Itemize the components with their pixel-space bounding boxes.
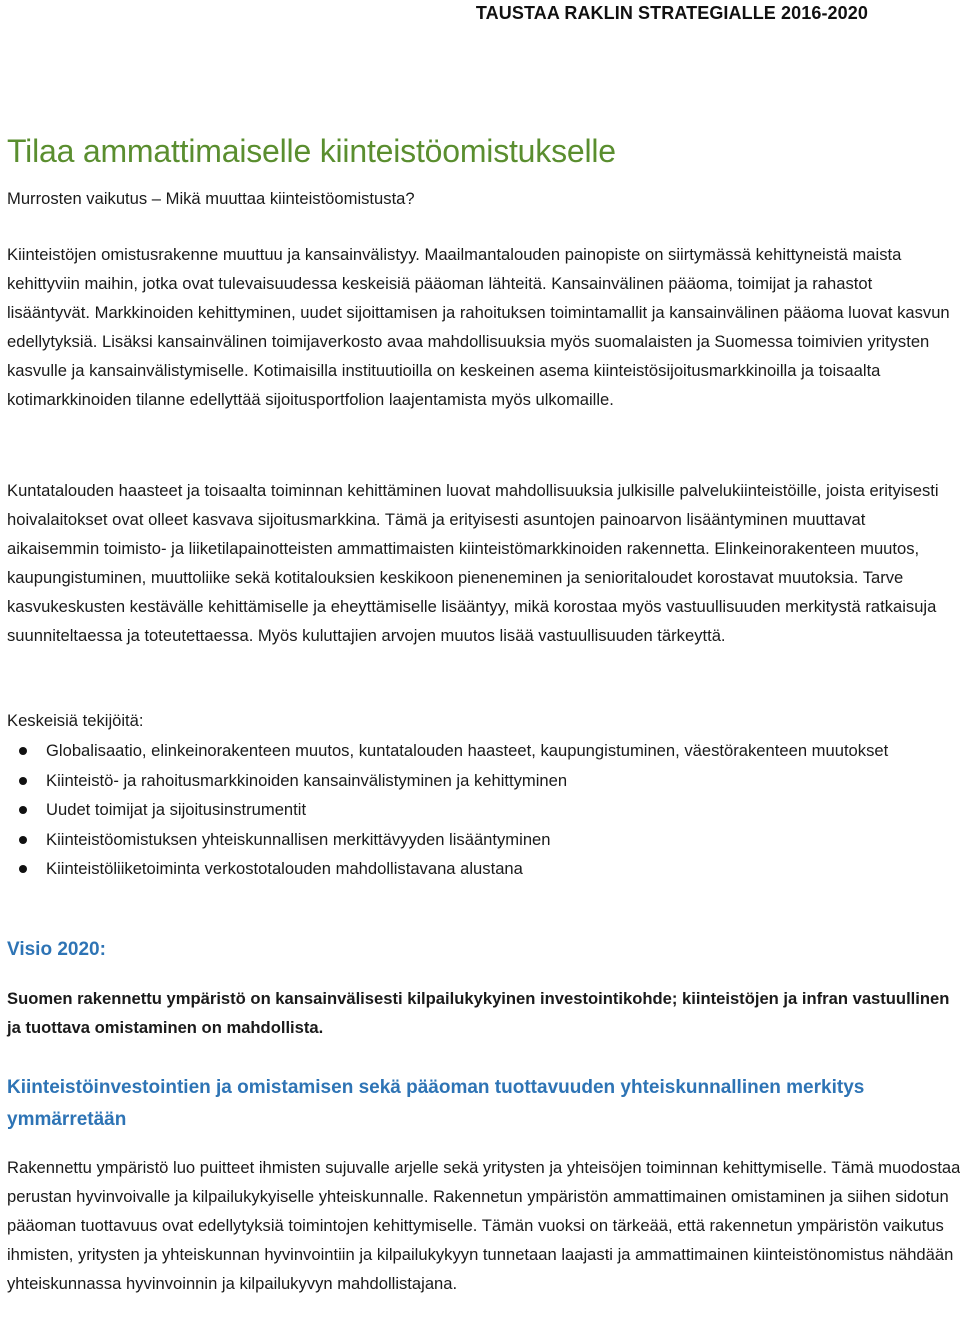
subtitle: Murrosten vaikutus – Mikä muuttaa kiinteistöomistusta? xyxy=(7,189,415,208)
running-header: TAUSTAA RAKLIN STRATEGIALLE 2016-2020 xyxy=(475,3,868,23)
bullet-icon xyxy=(19,747,27,755)
paragraph-built-environment: Rakennettu ympäristö luo puitteet ihmisten sujuvalle arjelle sekä yritysten ja yhteisöjen toiminnan kehittymiselle. Tämä muodostaa perustan hyvinvoivalle ja kilpailukykyiselle yhteiskunnalle. Rakennetun ympäristön ammattimainen omistaminen ja siihen sidotun pääoman tuottavuus ovat edellytyksiä toimintojen kehittymiselle. Tämän vuoksi on tärkeää, että rakennetun ympäristön vaikutus ihmisten, yritysten ja yhteiskunnan hyvinvointiin ja kilpailukykyyn tunnetaan laajasti ja ammattimainen kiinteistönomistus nähdään yhteiskunnassa hyvinvoinnin ja kilpailukyvyn mahdollistajana. xyxy=(7,1158,960,1293)
vision-statement: Suomen rakennettu ympäristö on kansainvälisesti kilpailukykyinen investointikohde; kiinteistöjen ja infran vastuullinen ja tuottava omistaminen on mahdollista. xyxy=(7,989,950,1037)
list-item xyxy=(7,795,927,825)
bullet-icon xyxy=(19,865,27,873)
list-item xyxy=(7,854,927,884)
section-heading: Kiinteistöinvestointien ja omistamisen sekä pääoman tuottavuuden yhteiskunnallinen merkitys ymmärretään xyxy=(7,1077,865,1130)
list-item-text: Uudet toimijat ja sijoitusinstrumentit xyxy=(46,800,307,819)
list-item xyxy=(7,825,927,855)
list-item-text: Kiinteistöliiketoiminta verkostotalouden mahdollistavana alustana xyxy=(46,859,523,878)
bullet-icon xyxy=(19,777,27,785)
list-item-text: Kiinteistöomistuksen yhteiskunnallisen merkittävyyden lisääntyminen xyxy=(46,829,551,849)
list-item xyxy=(7,736,927,766)
bullet-icon xyxy=(19,806,27,814)
paragraph-municipal-economy: Kuntatalouden haasteet ja toisaalta toiminnan kehittäminen luovat mahdollisuuksia julkisille palvelukiinteistöille, joista erityisesti hoivalaitokset ovat olleet kasvava sijoitusmarkkina. Tämä ja erityisesti asuntojen painoarvon lisääntyminen muuttavat aikaisemmin toimisto- ja liiketilapainotteisten ammattimaisten kiinteistömarkkinoiden rakennetta. Elinkeinorakenteen muutos, kaupungistuminen, muuttoliike sekä kotitalouksien keskikoon pieneneminen ja senioritaloudet korostavat muutoksia. Tarve kasvukeskusten kestävälle kehittämiselle ja eheyttämiselle lisääntyy, mikä korostaa myös vastuullisuuden merkitystä ratkaisuja suunniteltaessa ja toteutettaessa. Myös kuluttajien arvojen muutos lisää vastuullisuuden tärkeyttä. xyxy=(7,481,939,645)
list-item-text: Globalisaatio, elinkeinorakenteen muutos, kuntatalouden haasteet, kaupungistuminen, väestörakenteen muutokset xyxy=(46,741,889,760)
paragraph-ownership-structure: Kiinteistöjen omistusrakenne muuttuu ja kansainvälistyy. Maailmantalouden painopiste on siirtymässä kehittyneistä maista kehittyviin maihin, jotka ovat tulevaisuudessa keskeisiä pääoman lähteitä. Kansainvälinen pääoma, toimijat ja rahastot lisääntyvät. Markkinoiden kehittyminen, uudet sijoittamisen ja rahoituksen toimintamallit ja kansainvälinen pääoma luovat kasvun edellytyksiä. Lisäksi kansainvälinen toimijaverkosto avaa mahdollisuuksia myös suomalaisten ja Suomessa toimivien yritysten kasvulle ja kansainvälistymiselle. Kotimaisilla instituutioilla on keskeinen asema kiinteistösijoitusmarkkinoilla ja toisaalta kotimarkkinoiden tilanne edellyttää sijoitusportfolion laajentamista myös ulkomaille. xyxy=(7,245,950,409)
key-factors-list xyxy=(7,736,927,884)
list-item xyxy=(7,766,927,796)
key-factors-label: Keskeisiä tekijöitä: xyxy=(7,711,144,730)
list-item-text: Kiinteistö- ja rahoitusmarkkinoiden kansainvälistyminen ja kehittyminen xyxy=(46,770,568,790)
page-title: Tilaa ammattimaiselle kiinteistöomistukselle xyxy=(7,133,616,169)
vision-heading: Visio 2020: xyxy=(7,939,106,960)
bullet-icon xyxy=(19,836,27,844)
